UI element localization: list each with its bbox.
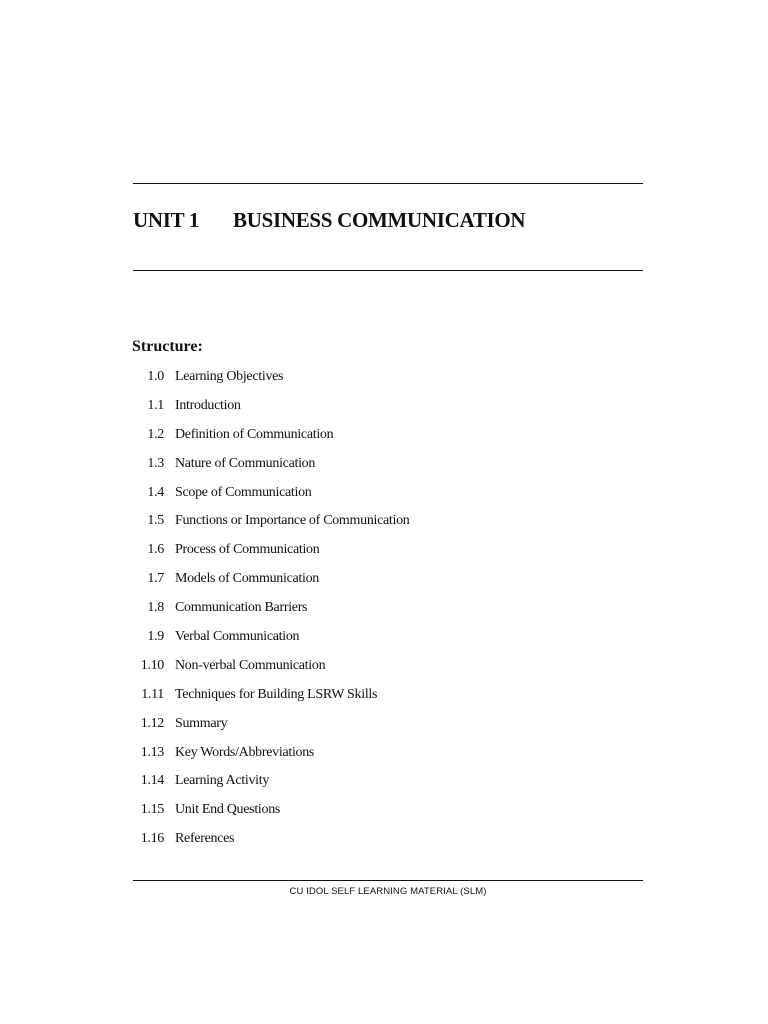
structure-item [0,684,768,713]
structure-item-number: 1.3 [147,455,164,471]
top-divider [133,183,643,184]
structure-item-number: 1.2 [147,426,164,442]
structure-item-text: Communication Barriers [175,600,308,616]
structure-item-text: Scope of Communication [175,484,312,500]
structure-item [0,366,768,395]
structure-item-text: Key Words/Abbreviations [175,744,315,760]
structure-item-text: Process of Communication [175,542,320,558]
structure-item-text: Functions or Importance of Communication [175,513,410,529]
structure-item [0,568,768,597]
structure-item-text: Learning Objectives [175,369,284,384]
structure-item [0,626,768,655]
structure-item [0,482,768,511]
structure-item-text: Definition of Communication [175,426,334,442]
structure-item-number: 1.4 [147,484,164,500]
structure-item-number: 1.0 [147,369,164,384]
structure-item-number: 1.13 [140,744,164,760]
structure-item [0,395,768,424]
structure-item-number: 1.16 [140,831,164,847]
unit-title: BUSINESS COMMUNICATION [233,208,526,232]
structure-item-number: 1.12 [140,715,164,731]
structure-item-number: 1.8 [147,600,164,616]
structure-item [0,597,768,626]
structure-item [0,424,768,453]
structure-item-text: Non-verbal Communication [175,657,326,673]
structure-item-number: 1.6 [147,542,164,558]
structure-item-text: Introduction [175,397,241,413]
footer-text: CU IDOL SELF LEARNING MATERIAL (SLM) [289,886,487,897]
structure-item-text: Summary [175,715,228,731]
structure-item-text: Nature of Communication [175,455,316,471]
structure-item [0,828,768,857]
structure-item-text: References [175,831,235,847]
structure-item [0,539,768,568]
structure-item-number: 1.1 [147,397,164,413]
unit-number: UNIT 1 [133,208,200,232]
structure-item-text: Learning Activity [175,773,270,789]
footer-divider [133,880,643,881]
structure-label: Structure: [132,338,203,355]
structure-item [0,453,768,482]
structure-item-number: 1.11 [141,686,164,702]
structure-item-number: 1.14 [140,773,164,789]
structure-list [0,366,768,857]
heading-divider [133,270,643,271]
structure-item [0,510,768,539]
structure-item-number: 1.5 [147,513,164,529]
structure-item-text: Techniques for Building LSRW Skills [175,686,378,702]
structure-item-text: Models of Communication [175,571,319,587]
structure-item-number: 1.7 [147,571,164,587]
structure-item [0,799,768,828]
structure-item-number: 1.10 [140,657,164,673]
structure-item-text: Unit End Questions [175,802,281,818]
structure-item-number: 1.15 [140,802,164,818]
structure-item [0,655,768,684]
structure-item-number: 1.9 [147,629,164,645]
structure-item-text: Verbal Communication [175,629,300,645]
structure-item [0,770,768,799]
structure-item [0,713,768,742]
structure-item [0,742,768,771]
